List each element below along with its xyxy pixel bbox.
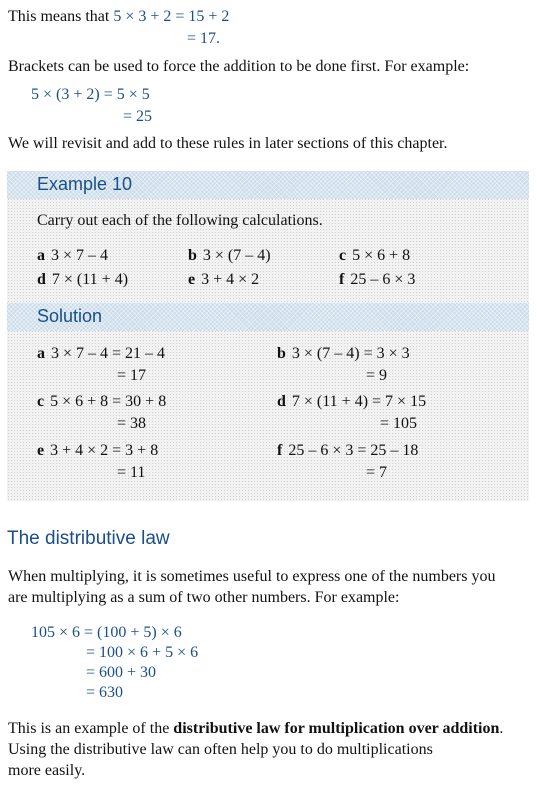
- solution-f-line-2: = 7: [366, 464, 388, 481]
- distributive-eq-1: 105 × 6 = (100 + 5) × 6: [31, 624, 182, 641]
- intro-equation: 5 × 3 + 2 = 15 + 2: [113, 8, 230, 25]
- solution-e-line-2: = 11: [117, 464, 146, 481]
- solution-d-line-2: = 105: [380, 415, 418, 432]
- solution-line-1: 3 + 4 × 2 = 3 + 8: [50, 442, 159, 459]
- solution-title: Solution: [37, 306, 103, 326]
- example-title-band: [7, 171, 529, 199]
- solution-b: [277, 345, 410, 363]
- example-item-f: [339, 271, 415, 289]
- item-label: f: [339, 271, 345, 288]
- distributive-para-2-line-2: Using the distributive law can often help you to do multiplications: [8, 741, 433, 758]
- bracket-equation-1: 5 × (3 + 2) = 5 × 5: [31, 86, 150, 103]
- example-item-a: [37, 247, 108, 265]
- example-instruction: Carry out each of the following calculations.: [37, 212, 323, 229]
- distributive-eq-3: = 600 + 30: [86, 664, 157, 681]
- solution-label: e: [37, 442, 45, 459]
- solution-c-line-2: = 38: [117, 415, 147, 432]
- example-box: [7, 171, 529, 501]
- bracket-equation-2: = 25: [123, 108, 153, 125]
- solution-label: b: [277, 345, 286, 362]
- brackets-paragraph: Brackets can be used to force the addition to be done first. For example:: [8, 58, 470, 75]
- item-expr: 3 × (7 – 4): [202, 247, 271, 264]
- intro-prefix: This means that: [8, 8, 110, 25]
- solution-a: [37, 345, 165, 363]
- distributive-eq-4: = 630: [86, 684, 124, 701]
- solution-line-1: 7 × (11 + 4) = 7 × 15: [291, 393, 427, 410]
- example-item-e: [188, 271, 259, 289]
- solution-label: a: [37, 345, 45, 362]
- solution-e: [37, 442, 158, 460]
- item-label: e: [188, 271, 196, 288]
- solution-title-band: [7, 303, 529, 331]
- item-expr: 7 × (11 + 4): [51, 271, 129, 288]
- item-expr: 5 × 6 + 8: [352, 247, 411, 264]
- solution-d: [277, 393, 426, 411]
- solution-label: d: [277, 393, 286, 410]
- distributive-para-1-line-2: are multiplying as a sum of two other numbers. For example:: [8, 589, 400, 606]
- example-item-d: [37, 271, 128, 289]
- item-label: d: [37, 271, 46, 288]
- solution-a-line-2: = 17: [117, 367, 147, 384]
- solution-label: c: [37, 393, 45, 410]
- solution-b-line-2: = 9: [366, 367, 388, 384]
- distributive-para-2-line-3: more easily.: [8, 762, 86, 779]
- item-label: c: [339, 247, 347, 264]
- revisit-paragraph: We will revisit and add to these rules in later sections of this chapter.: [8, 135, 448, 152]
- example-item-c: [339, 247, 410, 265]
- example-item-b: [188, 247, 271, 265]
- item-label: b: [188, 247, 197, 264]
- item-expr: 3 + 4 × 2: [201, 271, 260, 288]
- para-2-prefix: This is an example of the: [8, 720, 174, 737]
- distributive-para-2-line-1: [8, 720, 503, 738]
- distributive-eq-2: = 100 × 6 + 5 × 6: [86, 644, 199, 661]
- distributive-para-1-line-1: When multiplying, it is sometimes useful to express one of the numbers you: [8, 568, 496, 585]
- intro-equation-cont: = 17.: [187, 30, 221, 47]
- intro-line-1: [8, 8, 229, 26]
- item-expr: 3 × 7 – 4: [51, 247, 109, 264]
- solution-c: [37, 393, 166, 411]
- item-expr: 25 – 6 × 3: [350, 271, 416, 288]
- example-title: Example 10: [37, 174, 133, 194]
- solution-line-1: 3 × 7 – 4 = 21 – 4: [51, 345, 166, 362]
- solution-line-1: 3 × (7 – 4) = 3 × 3: [291, 345, 410, 362]
- solution-f: [277, 442, 418, 460]
- distributive-law-term: distributive law for multiplication over addition: [173, 720, 500, 737]
- item-label: a: [37, 247, 45, 264]
- solution-label: f: [277, 442, 283, 459]
- para-2-suffix: .: [499, 720, 504, 737]
- solution-line-1: 5 × 6 + 8 = 30 + 8: [50, 393, 167, 410]
- section-heading: The distributive law: [7, 528, 170, 549]
- solution-line-1: 25 – 6 × 3 = 25 – 18: [288, 442, 419, 459]
